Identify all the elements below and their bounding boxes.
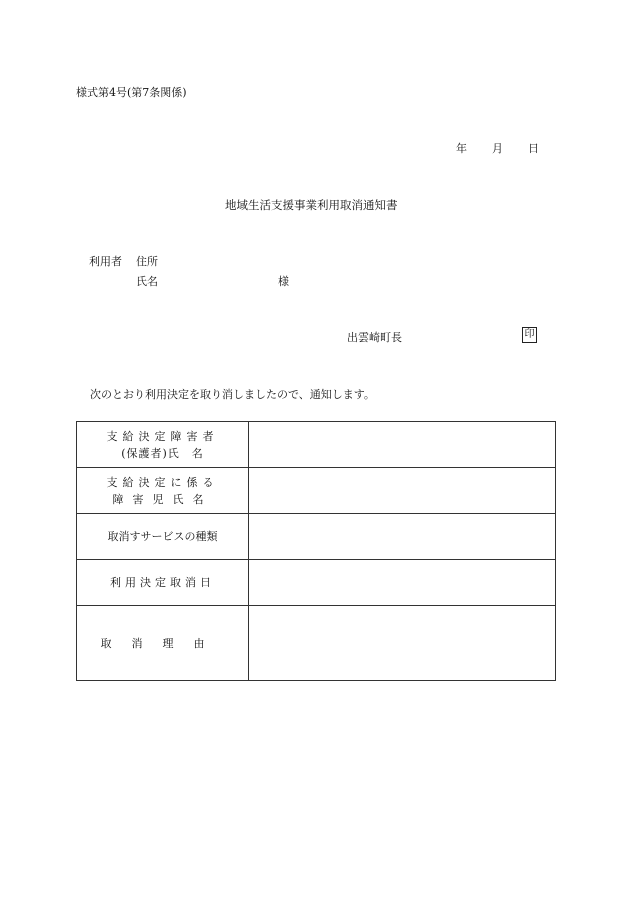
row-label-child-name <box>77 468 249 514</box>
row-label-cancellation-reason <box>77 606 249 681</box>
table-row <box>77 514 556 560</box>
seal-mark: 印 <box>522 327 537 343</box>
recipient-address-label: 住所 <box>136 255 158 268</box>
table-row <box>77 422 556 468</box>
row-label-line: 取消理由 <box>100 636 225 650</box>
row-label-recipient-name <box>77 422 249 468</box>
form-number: 様式第4号(第7条関係) <box>76 86 187 99</box>
table-row <box>77 606 556 681</box>
date-day-label: 日 <box>528 142 539 155</box>
value-field-child-name[interactable] <box>249 468 556 514</box>
notification-table <box>76 421 556 681</box>
row-label-service-type <box>77 514 249 560</box>
row-label-line: 取消すサービスの種類 <box>107 530 218 543</box>
notice-text: 次のとおり利用決定を取り消しましたので、通知します。 <box>90 388 375 401</box>
document-title: 地域生活支援事業利用取消通知書 <box>225 198 398 212</box>
recipient-honorific: 様 <box>278 275 289 288</box>
row-label-line: 支給決定に係る <box>106 475 219 489</box>
table-row <box>77 560 556 606</box>
value-field-cancellation-date[interactable] <box>249 560 556 606</box>
row-label-line: (保護者)氏 名 <box>121 446 204 460</box>
value-field-recipient-name[interactable] <box>249 422 556 468</box>
row-label-cancellation-date <box>77 560 249 606</box>
recipient-name-label: 氏名 <box>136 275 158 288</box>
table-row <box>77 468 556 514</box>
value-field-service-type[interactable] <box>249 514 556 560</box>
value-field-cancellation-reason[interactable] <box>249 606 556 681</box>
row-label-line: 利用決定取消日 <box>110 576 215 589</box>
row-label-line: 障害児氏名 <box>112 492 213 506</box>
issuer-name: 出雲崎町長 <box>347 331 402 344</box>
row-label-line: 支給決定障害者 <box>106 429 219 443</box>
date-year-label: 年 <box>456 142 467 155</box>
recipient-user-label: 利用者 <box>89 255 122 268</box>
date-month-label: 月 <box>492 142 503 155</box>
